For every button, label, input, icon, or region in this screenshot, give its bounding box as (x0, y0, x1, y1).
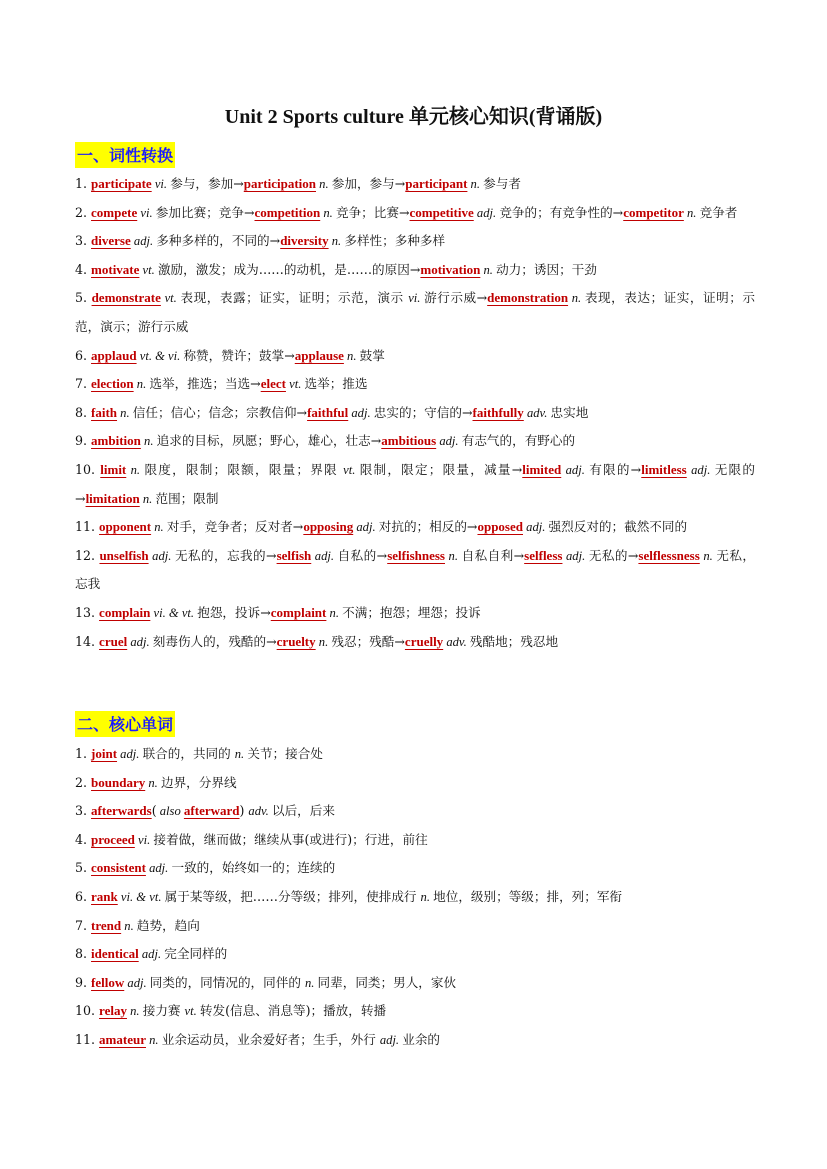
entry-text: 限度，限制；限额，限量；界限 (144, 461, 344, 477)
part-of-speech: vi. & vt. (150, 605, 198, 620)
keyword-answer: complain (99, 604, 151, 620)
entry-text: 无限的→ (75, 461, 755, 506)
keyword-answer: trend (91, 917, 122, 933)
vocab-entry (75, 740, 755, 769)
vocab-entry (75, 1026, 755, 1055)
entry-text: 竞争者 (699, 204, 738, 220)
entry-text: 信任；信心；信念；宗教信仰→ (132, 404, 308, 420)
entry-text: 参加比赛；竞争→ (155, 204, 255, 220)
entry-text: 强烈反对的；截然不同的 (548, 519, 688, 535)
entry-text: 转发(信息、消息等)；播放，转播 (199, 1003, 387, 1019)
part-of-speech: vi. (134, 832, 154, 847)
keyword-answer: proceed (91, 831, 135, 847)
part-of-speech: adj. (523, 520, 549, 535)
entry-text: 5. (75, 860, 92, 876)
keyword-answer: motivate (91, 261, 140, 277)
vocab-entry (75, 797, 755, 826)
part-of-speech: n. (467, 177, 484, 191)
keyword-answer: opponent (99, 519, 152, 535)
vocab-entry (75, 170, 755, 199)
entry-text: 9. (75, 433, 92, 449)
keyword-answer: limitless (641, 461, 687, 477)
entry-text: 自私的→ (337, 547, 388, 563)
keyword-answer: demonstration (487, 290, 569, 306)
keyword-answer: boundary (91, 774, 146, 790)
keyword-answer: diversity (280, 233, 329, 249)
entry-text: 残忍；残酷→ (331, 633, 405, 649)
keyword-answer: amateur (99, 1031, 146, 1047)
part-of-speech: adj. (348, 405, 374, 420)
keyword-answer: fellow (91, 974, 125, 990)
keyword-answer: cruelly (404, 633, 444, 649)
vocab-entry (75, 399, 755, 428)
entry-text: 鼓掌 (359, 347, 385, 363)
part-of-speech: vt. (343, 462, 360, 477)
keyword-answer: cruelty (276, 633, 316, 649)
entry-text: 业余的 (402, 1031, 441, 1047)
part-of-speech: vt. (184, 1004, 200, 1019)
entry-text: 6. (75, 888, 92, 904)
part-of-speech: adj. (686, 462, 715, 477)
part-of-speech: adv. (523, 405, 551, 420)
part-of-speech: adj. (436, 434, 462, 449)
part-of-speech: n. (304, 975, 318, 990)
part-of-speech: n. (315, 634, 332, 649)
entry-text: 抱怨，投诉→ (197, 604, 271, 620)
keyword-answer: faith (91, 404, 118, 420)
part-of-speech: n. (683, 205, 700, 220)
vocab-entry (75, 940, 755, 969)
keyword-answer: limit (100, 461, 127, 477)
vocab-entry (75, 883, 755, 912)
entry-text: 对抗的；相反的→ (378, 519, 478, 535)
keyword-answer: demonstrate (91, 290, 161, 306)
entry-text: 8. (75, 946, 92, 962)
entry-text: 表现，表达；证实，证明；示范，演示；游行示威 (75, 290, 755, 334)
word-forms-list (75, 170, 755, 656)
entry-text: 12. (75, 547, 100, 563)
part-of-speech: adj. (379, 1032, 403, 1047)
keyword-answer: participation (243, 176, 316, 191)
part-of-speech: adj. (145, 861, 172, 876)
part-of-speech: n. (126, 1004, 143, 1019)
section-title: 二、核心单词 (75, 711, 175, 737)
keyword-answer: faithful (307, 404, 349, 420)
keyword-answer: afterward (183, 803, 240, 819)
keyword-answer: identical (91, 946, 139, 962)
entry-text: 一致的，始终如一的；连续的 (171, 860, 336, 876)
keyword-answer: compete (91, 204, 138, 220)
entry-text: 无私的→ (588, 547, 639, 563)
entry-text: 8. (75, 404, 92, 420)
entry-text: 业余运动员，业余爱好者；生手，外行 (161, 1031, 380, 1047)
part-of-speech: n. (117, 405, 133, 420)
entry-text: 无私的，忘我的→ (174, 547, 277, 563)
part-of-speech: adv. (248, 804, 272, 819)
part-of-speech: vt. (285, 377, 305, 392)
part-of-speech: n. (145, 775, 161, 790)
keyword-answer: selfish (276, 547, 312, 563)
part-of-speech: vi. & vt. (117, 889, 165, 904)
keyword-answer: selfishness (387, 547, 445, 563)
part-of-speech: adj. (117, 747, 143, 761)
keyword-answer: participant (405, 176, 468, 191)
entry-text: 10. (75, 1003, 100, 1019)
vocab-entry (75, 513, 755, 542)
part-of-speech: n. (343, 348, 360, 363)
entry-text: 2. (75, 204, 92, 220)
part-of-speech: adj. (561, 462, 590, 477)
entry-text: 关节；接合处 (247, 746, 323, 761)
vocab-entry (75, 199, 755, 228)
entry-text: 无私，忘我 (75, 547, 755, 592)
part-of-speech: n. (126, 462, 145, 477)
entry-text: 选举；推选 (304, 376, 368, 392)
keyword-answer: faithfully (472, 404, 524, 420)
entry-text: 5. (75, 290, 92, 306)
keyword-answer: applaud (91, 347, 137, 363)
entry-text: 9. (75, 974, 92, 990)
entry-text: 地位，级别；等级；排，列；军衔 (433, 888, 623, 904)
part-of-speech: vi. (151, 177, 171, 191)
keyword-answer: competitor (623, 204, 684, 220)
keyword-answer: complaint (270, 604, 327, 620)
part-of-speech: n. (568, 291, 585, 306)
part-of-speech: n. (139, 491, 156, 506)
entry-text: 1. (75, 176, 92, 191)
vocab-entry (75, 342, 755, 371)
entry-text: ) (239, 803, 249, 819)
part-of-speech: adj. (562, 548, 589, 563)
part-of-speech: n. (699, 548, 717, 563)
part-of-speech: vi. (408, 291, 425, 306)
entry-text: 表现，表露；证实，证明；示范，演示 (180, 290, 409, 306)
entry-text: 动力；诱因；干劲 (496, 261, 597, 277)
entry-text: 追求的目标，夙愿；野心，雄心，壮志→ (156, 433, 382, 449)
part-of-speech: adv. (443, 634, 470, 649)
keyword-answer: elect (260, 376, 286, 392)
vocab-entry (75, 769, 755, 798)
part-of-speech: n. (140, 434, 157, 449)
part-of-speech: adj. (473, 205, 500, 220)
entry-text: 参与者 (483, 176, 521, 191)
keyword-answer: competition (254, 204, 321, 220)
vocab-entry (75, 542, 755, 599)
entry-text: 对手，竞争者；反对者→ (166, 519, 304, 535)
entry-text: 14. (75, 633, 100, 649)
entry-text: 2. (75, 774, 92, 790)
entry-text: 属于某等级，把……分等级；排列，使排成行 (164, 888, 421, 904)
keyword-answer: motivation (420, 261, 481, 277)
entry-text: 11. (75, 1031, 100, 1047)
keyword-answer: election (91, 376, 134, 392)
entry-text: 称赞，赞许；鼓掌→ (183, 347, 295, 363)
core-words-list (75, 740, 755, 1055)
part-of-speech: vt. (160, 291, 181, 306)
keyword-answer: limited (522, 461, 562, 477)
vocab-entry (75, 256, 755, 285)
entry-text: 联合的，共同的 (142, 746, 235, 761)
keyword-answer: opposed (477, 519, 523, 535)
entry-text: 1. (75, 746, 92, 761)
entry-text: 4. (75, 831, 92, 847)
vocab-entry (75, 854, 755, 883)
entry-text: 游行示威→ (424, 290, 488, 306)
section-title: 一、词性转换 (75, 142, 175, 168)
part-of-speech: n. (445, 548, 462, 563)
section-heading-core-words (75, 711, 175, 737)
entry-text: 7. (75, 917, 92, 933)
part-of-speech: adj. (124, 975, 150, 990)
part-of-speech: n. (151, 520, 167, 535)
keyword-answer: ambitious (381, 433, 437, 449)
keyword-answer: limitation (85, 490, 140, 506)
entry-text: 7. (75, 376, 92, 392)
vocab-entry (75, 969, 755, 998)
keyword-answer: cruel (99, 633, 128, 649)
keyword-answer: rank (91, 888, 118, 904)
part-of-speech: n. (133, 377, 150, 392)
part-of-speech: n. (316, 177, 332, 191)
entry-text: 多样性；多种多样 (344, 233, 446, 249)
entry-text: 不满；抱怨；埋怨；投诉 (342, 604, 481, 620)
part-of-speech: n. (145, 1032, 162, 1047)
entry-text: 完全同样的 (164, 946, 228, 962)
part-of-speech: adj. (148, 548, 175, 563)
entry-text: 参与，参加→ (170, 176, 244, 191)
vocab-entry (75, 912, 755, 941)
part-of-speech: n. (420, 889, 434, 904)
entry-text: 限制，限定；限量，减量→ (359, 461, 523, 477)
entry-text: 同辈，同类；男人，家伙 (317, 974, 457, 990)
entry-text: 6. (75, 347, 92, 363)
page-title: Unit 2 Sports culture 单元核心知识(背诵版) (224, 106, 603, 128)
entry-text: 趋势，趋向 (136, 917, 200, 933)
keyword-answer: selfless (524, 547, 563, 563)
keyword-answer: ambition (91, 433, 141, 449)
vocab-entry (75, 826, 755, 855)
entry-text: 选举，推选；当选→ (149, 376, 261, 392)
part-of-speech: also (156, 804, 184, 819)
vocab-entry (75, 284, 755, 341)
keyword-answer: consistent (91, 860, 146, 876)
entry-text: 竞争的；有竞争性的→ (499, 204, 624, 220)
part-of-speech: adj. (130, 234, 157, 249)
part-of-speech: n. (328, 234, 345, 249)
entry-text: 有限的→ (589, 461, 642, 477)
part-of-speech: n. (480, 262, 497, 277)
entry-text: 以后，后来 (271, 803, 335, 819)
entry-text: 多种多样的，不同的→ (156, 233, 281, 249)
entry-text: 忠实地 (550, 404, 589, 420)
entry-text: 刻毒伤人的，残酷的→ (152, 633, 277, 649)
entry-text: 有志气的，有野心的 (461, 433, 576, 449)
vocab-entry (75, 456, 755, 513)
entry-text: 激励，激发；成为……的动机，是……的原因→ (157, 261, 421, 277)
keyword-answer: relay (99, 1003, 127, 1019)
entry-text: 参加，参与→ (331, 176, 406, 191)
keyword-answer: opposing (303, 519, 354, 535)
vocab-entry (75, 599, 755, 628)
keyword-answer: afterwards (91, 803, 152, 819)
keyword-answer: diverse (91, 233, 131, 249)
part-of-speech: adj. (353, 520, 379, 535)
entry-text: 10. (75, 461, 101, 477)
entry-text: 接力赛 (142, 1003, 185, 1019)
entry-text: 残酷地；残忍地 (469, 633, 559, 649)
entry-text: 范围；限制 (155, 490, 219, 506)
entry-text: 忠实的；守信的→ (373, 404, 473, 420)
section-heading-word-forms (75, 142, 175, 168)
vocab-entry (75, 370, 755, 399)
part-of-speech: vi. (137, 205, 156, 220)
vocab-entry (75, 628, 755, 657)
entry-text: 同类的，同情况的，同伴的 (149, 974, 305, 990)
entry-text: 3. (75, 233, 92, 249)
keyword-answer: applause (294, 347, 344, 363)
entry-text: 接着做，继而做；继续从事(或进行)；行进，前往 (153, 831, 428, 847)
keyword-answer: joint (91, 746, 118, 761)
keyword-answer: unselfish (99, 547, 149, 563)
keyword-answer: selflessness (638, 547, 700, 563)
entry-text: 13. (75, 604, 100, 620)
entry-text: 3. (75, 803, 92, 819)
part-of-speech: n. (320, 205, 336, 220)
part-of-speech: adj. (127, 634, 153, 649)
entry-text: 4. (75, 261, 92, 277)
part-of-speech: n. (234, 747, 248, 761)
keyword-answer: competitive (409, 204, 474, 220)
vocab-entry (75, 227, 755, 256)
entry-text: 自私自利→ (461, 547, 525, 563)
keyword-answer: participate (91, 176, 152, 191)
part-of-speech: n. (121, 918, 137, 933)
part-of-speech: adj. (138, 947, 165, 962)
part-of-speech: adj. (311, 548, 338, 563)
part-of-speech: n. (326, 605, 343, 620)
entry-text: 边界，分界线 (160, 774, 237, 790)
part-of-speech: vt. (139, 262, 158, 277)
vocab-entry (75, 427, 755, 456)
part-of-speech: vt. & vi. (136, 348, 184, 363)
entry-text: 竞争；比赛→ (335, 204, 410, 220)
entry-text: 11. (75, 519, 100, 535)
vocab-entry (75, 997, 755, 1026)
entry-text: ( (151, 803, 157, 819)
